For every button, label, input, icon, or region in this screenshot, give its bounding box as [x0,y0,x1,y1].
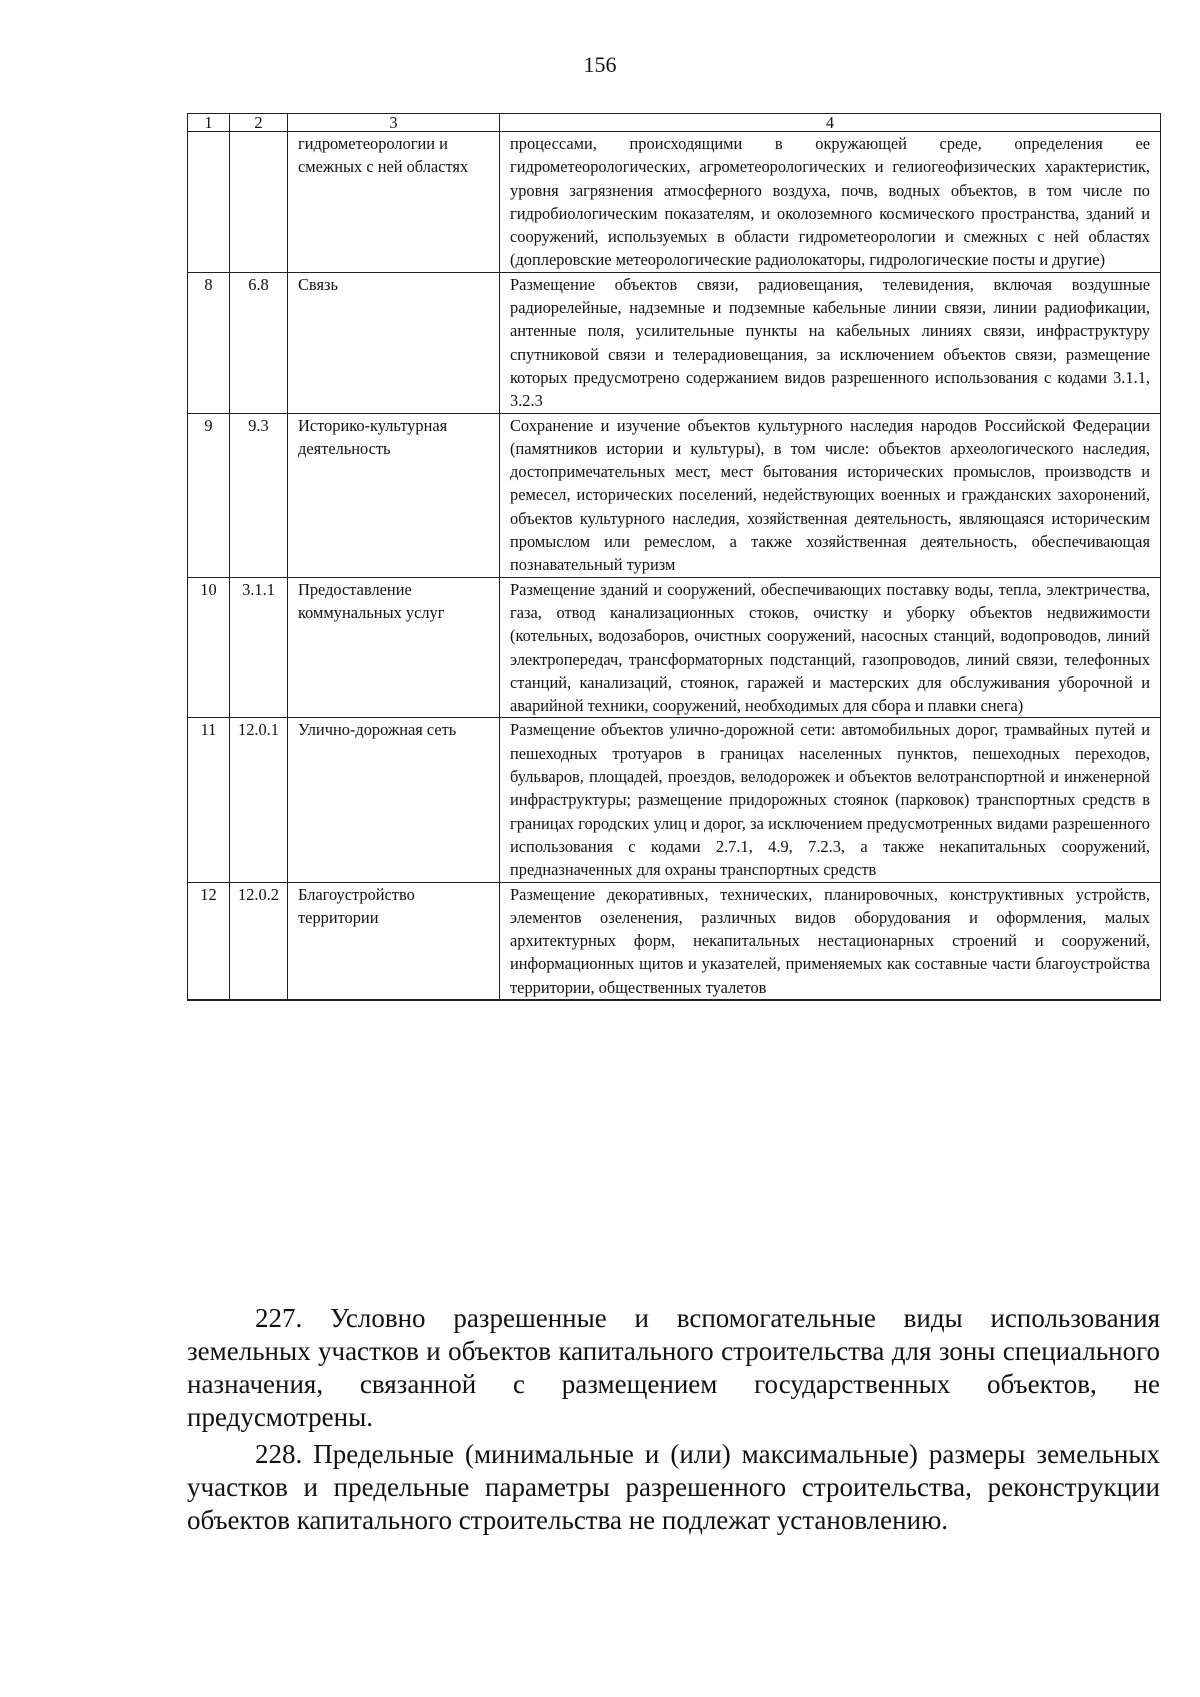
row-number [188,132,230,273]
table-row [188,132,1161,273]
use-code: 3.1.1 [230,577,288,718]
column-header-3: 3 [288,114,500,132]
use-description: Сохранение и изучение объектов культурного наследия народов Российской Федерации (памятников истории и культуры), в том числе: объектов археологического наследия, достопримечательных мест, мест бытования исторических промыслов, производств и ремесел, исторических поселений, недействующих военных и гражданских захоронений, объектов культурного наследия, хозяйственная деятельность, являющаяся историческим промыслом или ремеслом, а также хозяйственная деятельность, обеспечивающая познавательный туризм [500,413,1161,577]
use-code: 9.3 [230,413,288,577]
table-row [188,882,1161,999]
use-description: Размещение объектов улично-дорожной сети: автомобильных дорог, трамвайных путей и пешеходных тротуаров в границах населенных пунктов, пешеходных переходов, бульваров, площадей, проездов, велодорожек и объектов велотранспортной и инженерной инфраструктуры; размещение придорожных стоянок (парковок) транспортных средств в границах городских улиц и дорог, за исключением предусмотренных видами разрешенного использования с кодами 2.7.1, 4.9, 7.2.3, а также некапитальных сооружений, предназначенных для охраны транспортных средств [500,718,1161,882]
column-header-2: 2 [230,114,288,132]
use-description [500,999,1161,1000]
use-code [230,999,288,1000]
use-description: Размещение зданий и сооружений, обеспечивающих поставку воды, тепла, электричества, газа, отвод канализационных стоков, очистку и уборку объектов недвижимости (котельных, водозаборов, очистных сооружений, насосных станций, водопроводов, линий электропередач, трансформаторных подстанций, газопроводов, линий связи, телефонных станций, канализаций, стоянок, гаражей и мастерских для обслуживания уборочной и аварийной техники, сооружений, необходимых для сбора и плавки снега) [500,577,1161,718]
use-name: Историко-культурная деятельность [288,413,500,577]
use-name: Связь [288,272,500,413]
table-row [188,577,1161,718]
use-description: Размещение объектов связи, радиовещания, телевидения, включая воздушные радиорелейные, надземные и подземные кабельные линии связи, линии радиофикации, антенные поля, усилительные пункты на кабельных линиях связи, инфраструктуру спутниковой связи и телерадиовещания, за исключением объектов связи, размещение которых предусмотрено содержанием видов разрешенного использования с кодами 3.1.1, 3.2.3 [500,272,1161,413]
use-name: Благоустройство территории [288,882,500,999]
row-number: 8 [188,272,230,413]
use-code: 6.8 [230,272,288,413]
row-number [188,999,230,1000]
land-use-table [187,113,1161,1001]
use-code: 12.0.2 [230,882,288,999]
row-number: 10 [188,577,230,718]
page-number: 156 [583,52,617,77]
paragraph-text: 227. Условно разрешенные и вспомогательные виды использования земельных участков и объектов капитального строительства для зоны специального назначения, связанной с размещением государственных объектов, не предусмотрены. [187,1303,1160,1432]
paragraph-227 [187,1302,1160,1434]
use-name: Предоставление коммунальных услуг [288,577,500,718]
table-header-row [188,114,1161,132]
column-header-4: 4 [500,114,1161,132]
use-name: гидрометеорологии и смежных с ней областях [288,132,500,273]
use-code: 12.0.1 [230,718,288,882]
use-code [230,132,288,273]
use-description: Размещение декоративных, технических, планировочных, конструктивных устройств, элементов озеленения, различных видов оборудования и оформления, малых архитектурных форм, некапитальных нестационарных строений и сооружений, информационных щитов и указателей, применяемых как составные части благоустройства территории, общественных туалетов [500,882,1161,999]
column-header-1: 1 [188,114,230,132]
row-number: 9 [188,413,230,577]
use-name: Улично-дорожная сеть [288,718,500,882]
table-row [188,413,1161,577]
table-row [188,999,1161,1000]
use-description: процессами, происходящими в окружающей среде, определения ее гидрометеорологических, агрометеорологических и гелиогеофизических характеристик, уровня загрязнения атмосферного воздуха, почв, водных объектов, в том числе по гидробиологическим показателям, и околоземного космического пространства, зданий и сооружений, используемых в области гидрометеорологии и смежных с ней областях (доплеровские метеорологические радиолокаторы, гидрологические посты и другие) [500,132,1161,273]
paragraph-text: 228. Предельные (минимальные и (или) максимальные) размеры земельных участков и предельные параметры разрешенного строительства, реконструкции объектов капитального строительства не подлежат установлению. [187,1439,1160,1535]
row-number: 11 [188,718,230,882]
use-name [288,999,500,1000]
paragraph-228 [187,1438,1160,1537]
table-row [188,718,1161,882]
row-number: 12 [188,882,230,999]
table-row [188,272,1161,413]
